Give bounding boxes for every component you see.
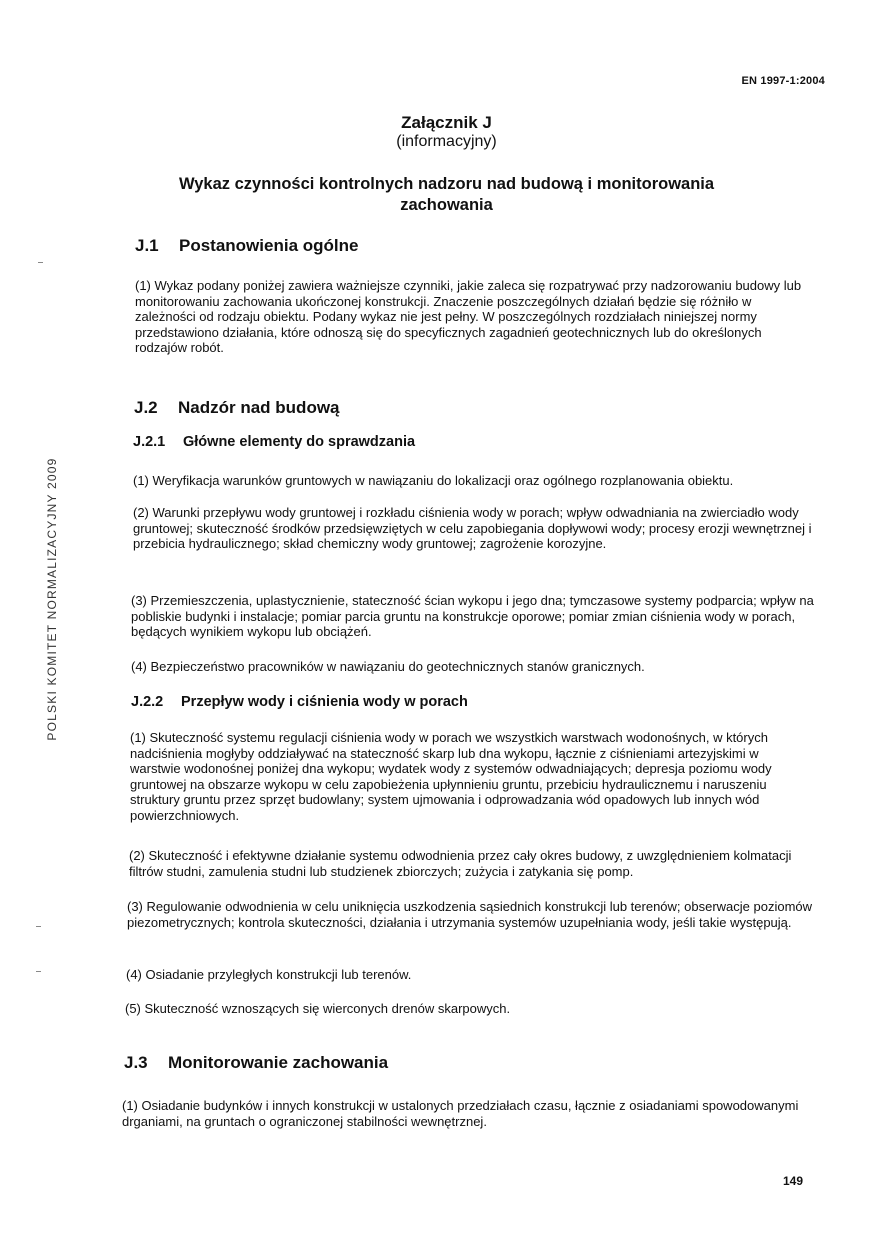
section-title: Nadzór nad budową — [178, 398, 340, 417]
annex-title: Załącznik J — [401, 113, 492, 132]
section-title: Monitorowanie zachowania — [168, 1053, 389, 1072]
section-heading-j1 — [135, 236, 358, 256]
paragraph-j3-1: (1) Osiadanie budynków i innych konstrukcji w ustalonych przedziałach czasu, łącznie z osiadaniami spowodowanymi drganiami, na gruntach o ograniczonej stabilności wewnętrznej. — [122, 1098, 799, 1129]
paragraph-j21-1: (1) Weryfikacja warunków gruntowych w nawiązaniu do lokalizacji oraz ogólnego rozplanowania obiektu. — [133, 473, 734, 488]
paragraph-j1-1: (1) Wykaz podany poniżej zawiera ważniejsze czynniki, jakie zaleca się rozpatrywać przy nadzorowaniu budowy lub monitorowaniu zachowania ukończonej konstrukcji. Znaczenie poszczególnych działań będzie się różniło w zależności od rodzaju obiektu. Podany wykaz nie jest pełny. W poszczególnych rozdziałach niniejszej normy przedstawiono działania, które odnoszą się do specyficznych zagadnień geotechnicznych lub do określonych rodzajów robót. — [135, 278, 802, 356]
document-title — [0, 174, 893, 216]
scan-mark — [38, 262, 43, 263]
scan-mark — [36, 971, 41, 972]
annex-subtitle: (informacyjny) — [396, 133, 497, 150]
section-title: Postanowienia ogólne — [179, 236, 359, 255]
section-heading-j3 — [124, 1053, 388, 1073]
paragraph-j22-3: (3) Regulowanie odwodnienia w celu uniknięcia uszkodzenia sąsiednich konstrukcji lub terenów; obserwacje poziomów piezometrycznych; kontrola skuteczności, działania i utrzymania systemów uzupełniania wody, jeśli takie występują. — [127, 899, 813, 930]
document-title-line-1: Wykaz czynności kontrolnych nadzoru nad budową i monitorowania — [178, 175, 715, 193]
paragraph-j22-4: (4) Osiadanie przyległych konstrukcji lub terenów. — [126, 967, 412, 982]
subsection-heading-j22 — [131, 694, 468, 710]
subsection-number: J.2.1 — [133, 434, 166, 450]
subsection-heading-j21 — [133, 434, 415, 450]
section-heading-j2 — [134, 398, 340, 418]
paragraph-j22-2: (2) Skuteczność i efektywne działanie systemu odwodnienia przez cały okres budowy, z uwzględnieniem kolmatacji filtrów studni, zamulenia studni lub studzienek zbiorczych; zużycia i zatykania się pomp. — [129, 848, 792, 879]
paragraph-j21-4: (4) Bezpieczeństwo pracowników w nawiązaniu do geotechnicznych stanów granicznych. — [131, 659, 645, 674]
document-title-line-2: zachowania — [400, 196, 493, 214]
subsection-title: Przepływ wody i ciśnienia wody w porach — [181, 694, 468, 710]
paragraph-j22-1: (1) Skuteczność systemu regulacji ciśnienia wody w porach we wszystkich warstwach wodonośnych, w których nadciśnienia mogłyby oddziaływać na stateczność skarp lub dna wykopu, łącznie z ciśnieniami artezyjskimi w warstwie wodonośnej poniżej dna wykopu; wydatek wody z systemów odwadniających; depresja poziomu wody gruntowej na obszarze wykopu w celu zapobieżenia upłynnieniu gruntu, przebiciu hydraulicznemu i naruszeniu struktury gruntu przez sprzęt budowlany; system ujmowania i odprowadzania wód opadowych lub innych wód powierzchniowych. — [130, 730, 772, 823]
sidebar-watermark: POLSKI KOMITET NORMALIZACYJNY 2009 — [45, 457, 59, 741]
subsection-title: Główne elementy do sprawdzania — [183, 434, 416, 450]
section-number: J.3 — [124, 1053, 148, 1072]
page-number: 149 — [783, 1174, 804, 1188]
paragraph-j21-2: (2) Warunki przepływu wody gruntowej i rozkładu ciśnienia wody w porach; wpływ odwadniania na zwierciadło wody gruntowej; skuteczność środków przedsięwziętych w celu zapobiegania dopływowi wody; procesy erozji wewnętrznej i przebicia hydraulicznego; skład chemiczny wody gruntowej; zagrożenie korozyjne. — [133, 505, 812, 552]
paragraph-j22-5: (5) Skuteczność wznoszących się wierconych drenów skarpowych. — [125, 1001, 511, 1016]
section-number: J.2 — [134, 398, 158, 417]
scan-mark — [36, 926, 41, 927]
paragraph-j21-3: (3) Przemieszczenia, uplastycznienie, stateczność ścian wykopu i jego dna; tymczasowe systemy podparcia; wpływ na pobliskie budynki i instalacje; pomiar parcia gruntu na konstrukcje oporowe; pomiar zmian ciśnienia wody w porach, będących wynikiem wykopu lub obciążeń. — [131, 593, 814, 640]
standard-code: EN 1997-1:2004 — [741, 75, 825, 87]
section-number: J.1 — [135, 236, 159, 255]
subsection-number: J.2.2 — [131, 694, 164, 710]
